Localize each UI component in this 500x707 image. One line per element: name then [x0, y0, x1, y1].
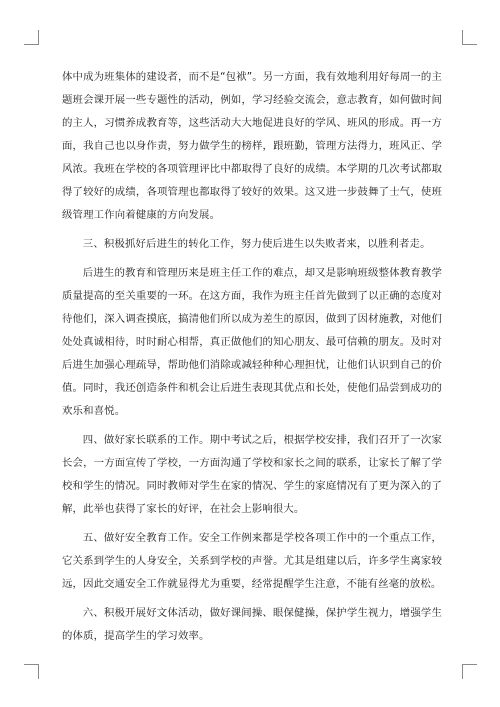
section-heading-five: 五、做好安全教育工作。安全工作例来都是学校各项工作中的一个重点工作，它关系到学生的人身安全，关系到学校的声誉。尤其是组建以后，许多学生离家较远，因此交通安全工作就显得尤为重要，经常提醒学生注意，不能有丝毫的放松。 — [62, 532, 442, 590]
paragraph-underachievers: 后进生的教育和管理历来是班主任工作的难点，却又是影响班级整体教育教学质量提高的至关重要的一环。在这方面，我作为班主任首先做到了以正确的态度对待他们，深入调查摸底，搞清他们所以成为差生的原因，做到了因材施教，对他们处处真诚相待，时时耐心相帮，真正做他们的知心朋友、最可信赖的朋友。及时对后进生加强心理疏导，帮助他们消除或减轻种种心理担忧，让他们认识到自己的价值。同时，我还创造条件和机会让后进生表现其优点和长处，使他们品尝到成功的欢乐和喜悦。 — [62, 267, 442, 417]
document-body — [62, 66, 442, 648]
section-heading-three: 三、积极抓好后进生的转化工作，努力使后进生以失败者来，以胜利者走。 — [82, 238, 431, 250]
section-heading-six: 六、积极开展好文体活动，做好课间操、眼保健操，保护学生视力，增强学生的体质，提高学生的学习效率。 — [62, 607, 442, 642]
crop-mark-top-left — [24, 30, 39, 45]
crop-mark-top-right — [462, 30, 477, 45]
crop-mark-bottom-right — [462, 664, 477, 679]
section-heading-four: 四、做好家长联系的工作。期中考试之后，根据学校安排，我们召开了一次家长会，一方面宣传了学校，一方面沟通了学校和家长之间的联系，让家长了解了学校和学生的情况。同时教师对学生在家的情况、学生的家庭情况有了更为深入的了解，此举也获得了家长的好评，在社会上影响很大。 — [62, 434, 442, 515]
crop-mark-bottom-left — [24, 664, 39, 679]
paragraph-continued: 体中成为班集体的建设者，而不是“包袱”。另一方面，我有效地利用好每周一的主题班会课开展一些专题性的活动，例如，学习经验交流会，意志教育，如何做时间的主人，习惯养成教育等，这些活动大大地促进良好的学风、班风的形成。再一方面，我自己也以身作责，努力做学生的榜样，跟班勤，管理方法得力，班风正、学风浓。我班在学校的各项管理评比中都取得了良好的成绩。本学期的几次考试都取得了较好的成绩，各项管理也都取得了较好的效果。这又进一步鼓舞了士气，使班级管理工作向着健康的方向发展。 — [62, 71, 442, 221]
